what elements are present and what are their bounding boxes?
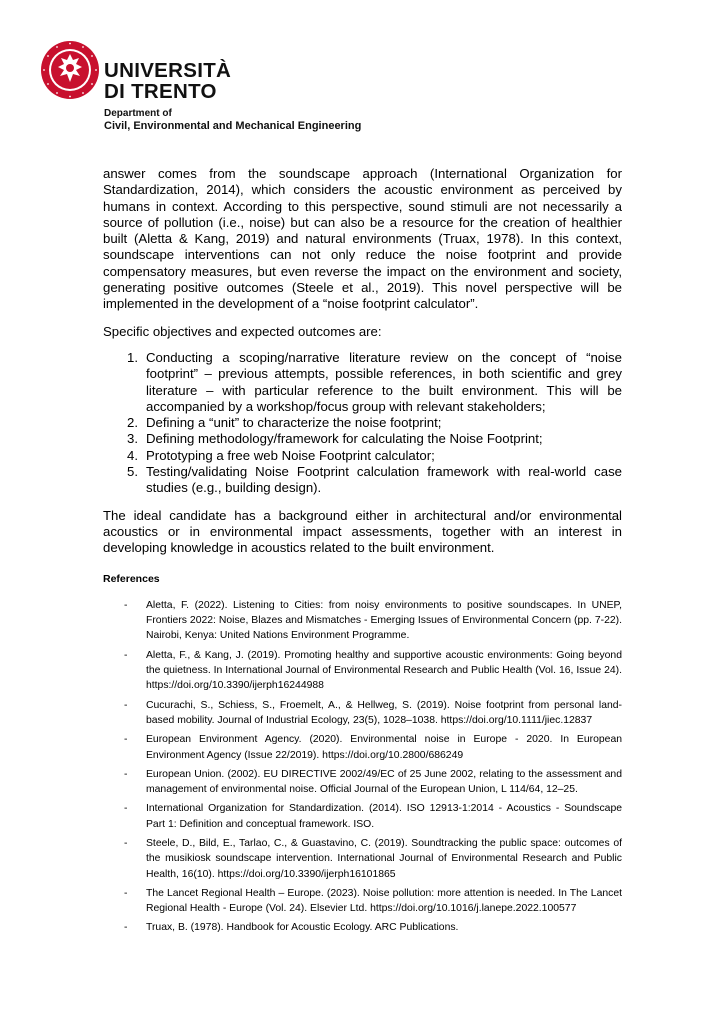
objective-item	[127, 447, 622, 464]
objectives-intro: Specific objectives and expected outcomes are:	[103, 323, 382, 339]
document-body	[103, 166, 622, 940]
dash-bullet-icon: -	[124, 837, 128, 849]
objective-number: 2.	[127, 415, 138, 431]
objective-item	[127, 431, 622, 447]
reference-text: Aletta, F., & Kang, J. (2019). Promoting healthy and supportive acoustic environments: Going beyond the quietness. In International Journal of Environmental Research and Public Health (Vol. 16, Issue 24). https://doi.org/10.3390/ijerph16244988	[146, 649, 622, 692]
reference-item	[124, 598, 622, 644]
objective-item	[127, 415, 622, 431]
candidate-paragraph: The ideal candidate has a background either in architectural and/or environmental acoustics or in environmental impact assessments, together with an interest in developing knowledge in acoustics related to the built environment.	[103, 507, 622, 556]
reference-text: European Union. (2002). EU DIRECTIVE 2002/49/EC of 25 June 2002, relating to the assessment and management of environmental noise. Official Journal of the European Union, L 114/64, 12–25.	[146, 768, 622, 796]
reference-text: The Lancet Regional Health – Europe. (2023). Noise pollution: more attention is needed. In The Lancet Regional Health - Europe (Vol. 24). Elsevier Ltd. https://doi.org/10.1016/j.lanepe.2022.100577	[146, 887, 622, 915]
references-heading: References	[103, 572, 160, 585]
objective-number: 5.	[127, 464, 138, 480]
dash-bullet-icon: -	[124, 922, 128, 934]
reference-text: Cucurachi, S., Schiess, S., Froemelt, A., & Hellweg, S. (2019). Noise footprint from personal land-based mobility. Journal of Industrial Ecology, 23(5), 1028–1038. https://doi.org/10.1111/jiec.12837	[146, 699, 622, 726]
objective-text: Defining methodology/framework for calculating the Noise Footprint;	[146, 431, 543, 447]
department-line1: Department of	[104, 108, 172, 119]
dash-bullet-icon: -	[124, 768, 128, 780]
objective-number: 3.	[127, 431, 138, 447]
reference-item	[124, 801, 622, 832]
dash-bullet-icon: -	[124, 699, 128, 711]
reference-item	[124, 648, 622, 694]
objective-text: Prototyping a free web Noise Footprint calculator;	[146, 447, 435, 463]
objective-number: 4.	[127, 447, 138, 463]
objective-text: Defining a “unit” to characterize the noise footprint;	[146, 415, 442, 431]
reference-item	[124, 767, 622, 798]
university-name	[104, 60, 231, 102]
university-name-line2: DI TRENTO	[104, 80, 217, 103]
objective-number: 1.	[127, 349, 138, 365]
dash-bullet-icon: -	[124, 887, 128, 899]
reference-item	[124, 836, 622, 882]
reference-text: Truax, B. (1978). Handbook for Acoustic Ecology. ARC Publications.	[146, 922, 459, 934]
reference-item	[124, 732, 622, 763]
dash-bullet-icon: -	[124, 649, 128, 661]
university-seal-logo	[40, 40, 100, 100]
dash-bullet-icon: -	[124, 803, 128, 815]
university-name-line1: UNIVERSITÀ	[104, 59, 232, 82]
objective-item	[127, 349, 622, 415]
references-list	[103, 598, 622, 936]
reference-text: European Environment Agency. (2020). Environmental noise in Europe - 2020. In European Environment Agency (Issue 22/2019). https://doi.org/10.2800/686249	[146, 734, 622, 761]
reference-text: International Organization for Standardization. (2014). ISO 12913-1:2014 - Acoustics - Soundscape Part 1: Definition and conceptual framework. ISO.	[146, 803, 622, 830]
intro-paragraph: answer comes from the soundscape approach (International Organization for Standardization, 2014), which considers the acoustic environment as perceived by humans in context. According to this perspective, sound stimuli are not necessarily a source of pollution (i.e., noise) but can also be a resource for the creation of healthier built (Aletta & Kang, 2019) and natural environments (Truax, 1978). In this context, soundscape interventions can not only reduce the noise footprint and provide compensatory measures, but even reverse the impact on the environment and society, generating positive outcomes (Steele et al., 2019). This novel perspective will be implemented in the development of a “noise footprint calculator”.	[103, 166, 622, 312]
department-name	[104, 107, 361, 133]
objective-item	[127, 464, 622, 497]
dash-bullet-icon: -	[124, 599, 128, 611]
reference-text: Steele, D., Bild, E., Tarlao, C., & Guastavino, C. (2019). Soundtracking the public space: outcomes of the musikiosk soundscape intervention. International Journal of Environmental Research and Public Health, 16(10). https://doi.org/10.3390/ijerph16101865	[146, 837, 622, 880]
objectives-list	[103, 350, 622, 497]
reference-text: Aletta, F. (2022). Listening to Cities: from noisy environments to positive soundscapes. In UNEP, Frontiers 2022: Noise, Blazes and Mismatches - Emerging Issues of Environmental Concern (pp. 7-22). Nairobi, Kenya: United Nations Environment Programme.	[146, 599, 622, 642]
reference-item	[124, 920, 622, 935]
letterhead	[40, 40, 440, 140]
objective-text: Testing/validating Noise Footprint calculation framework with real-world case studies (e.g., building design).	[146, 464, 622, 496]
dash-bullet-icon: -	[124, 734, 128, 746]
department-line2: Civil, Environmental and Mechanical Engineering	[104, 120, 362, 132]
reference-item	[124, 698, 622, 729]
objective-text: Conducting a scoping/narrative literature review on the concept of “noise footprint” – previous attempts, possible references, in both scientific and grey literature – with particular reference to the built environment. This will be accompanied by a workshop/focus group with relevant stakeholders;	[146, 349, 622, 414]
reference-item	[124, 886, 622, 917]
